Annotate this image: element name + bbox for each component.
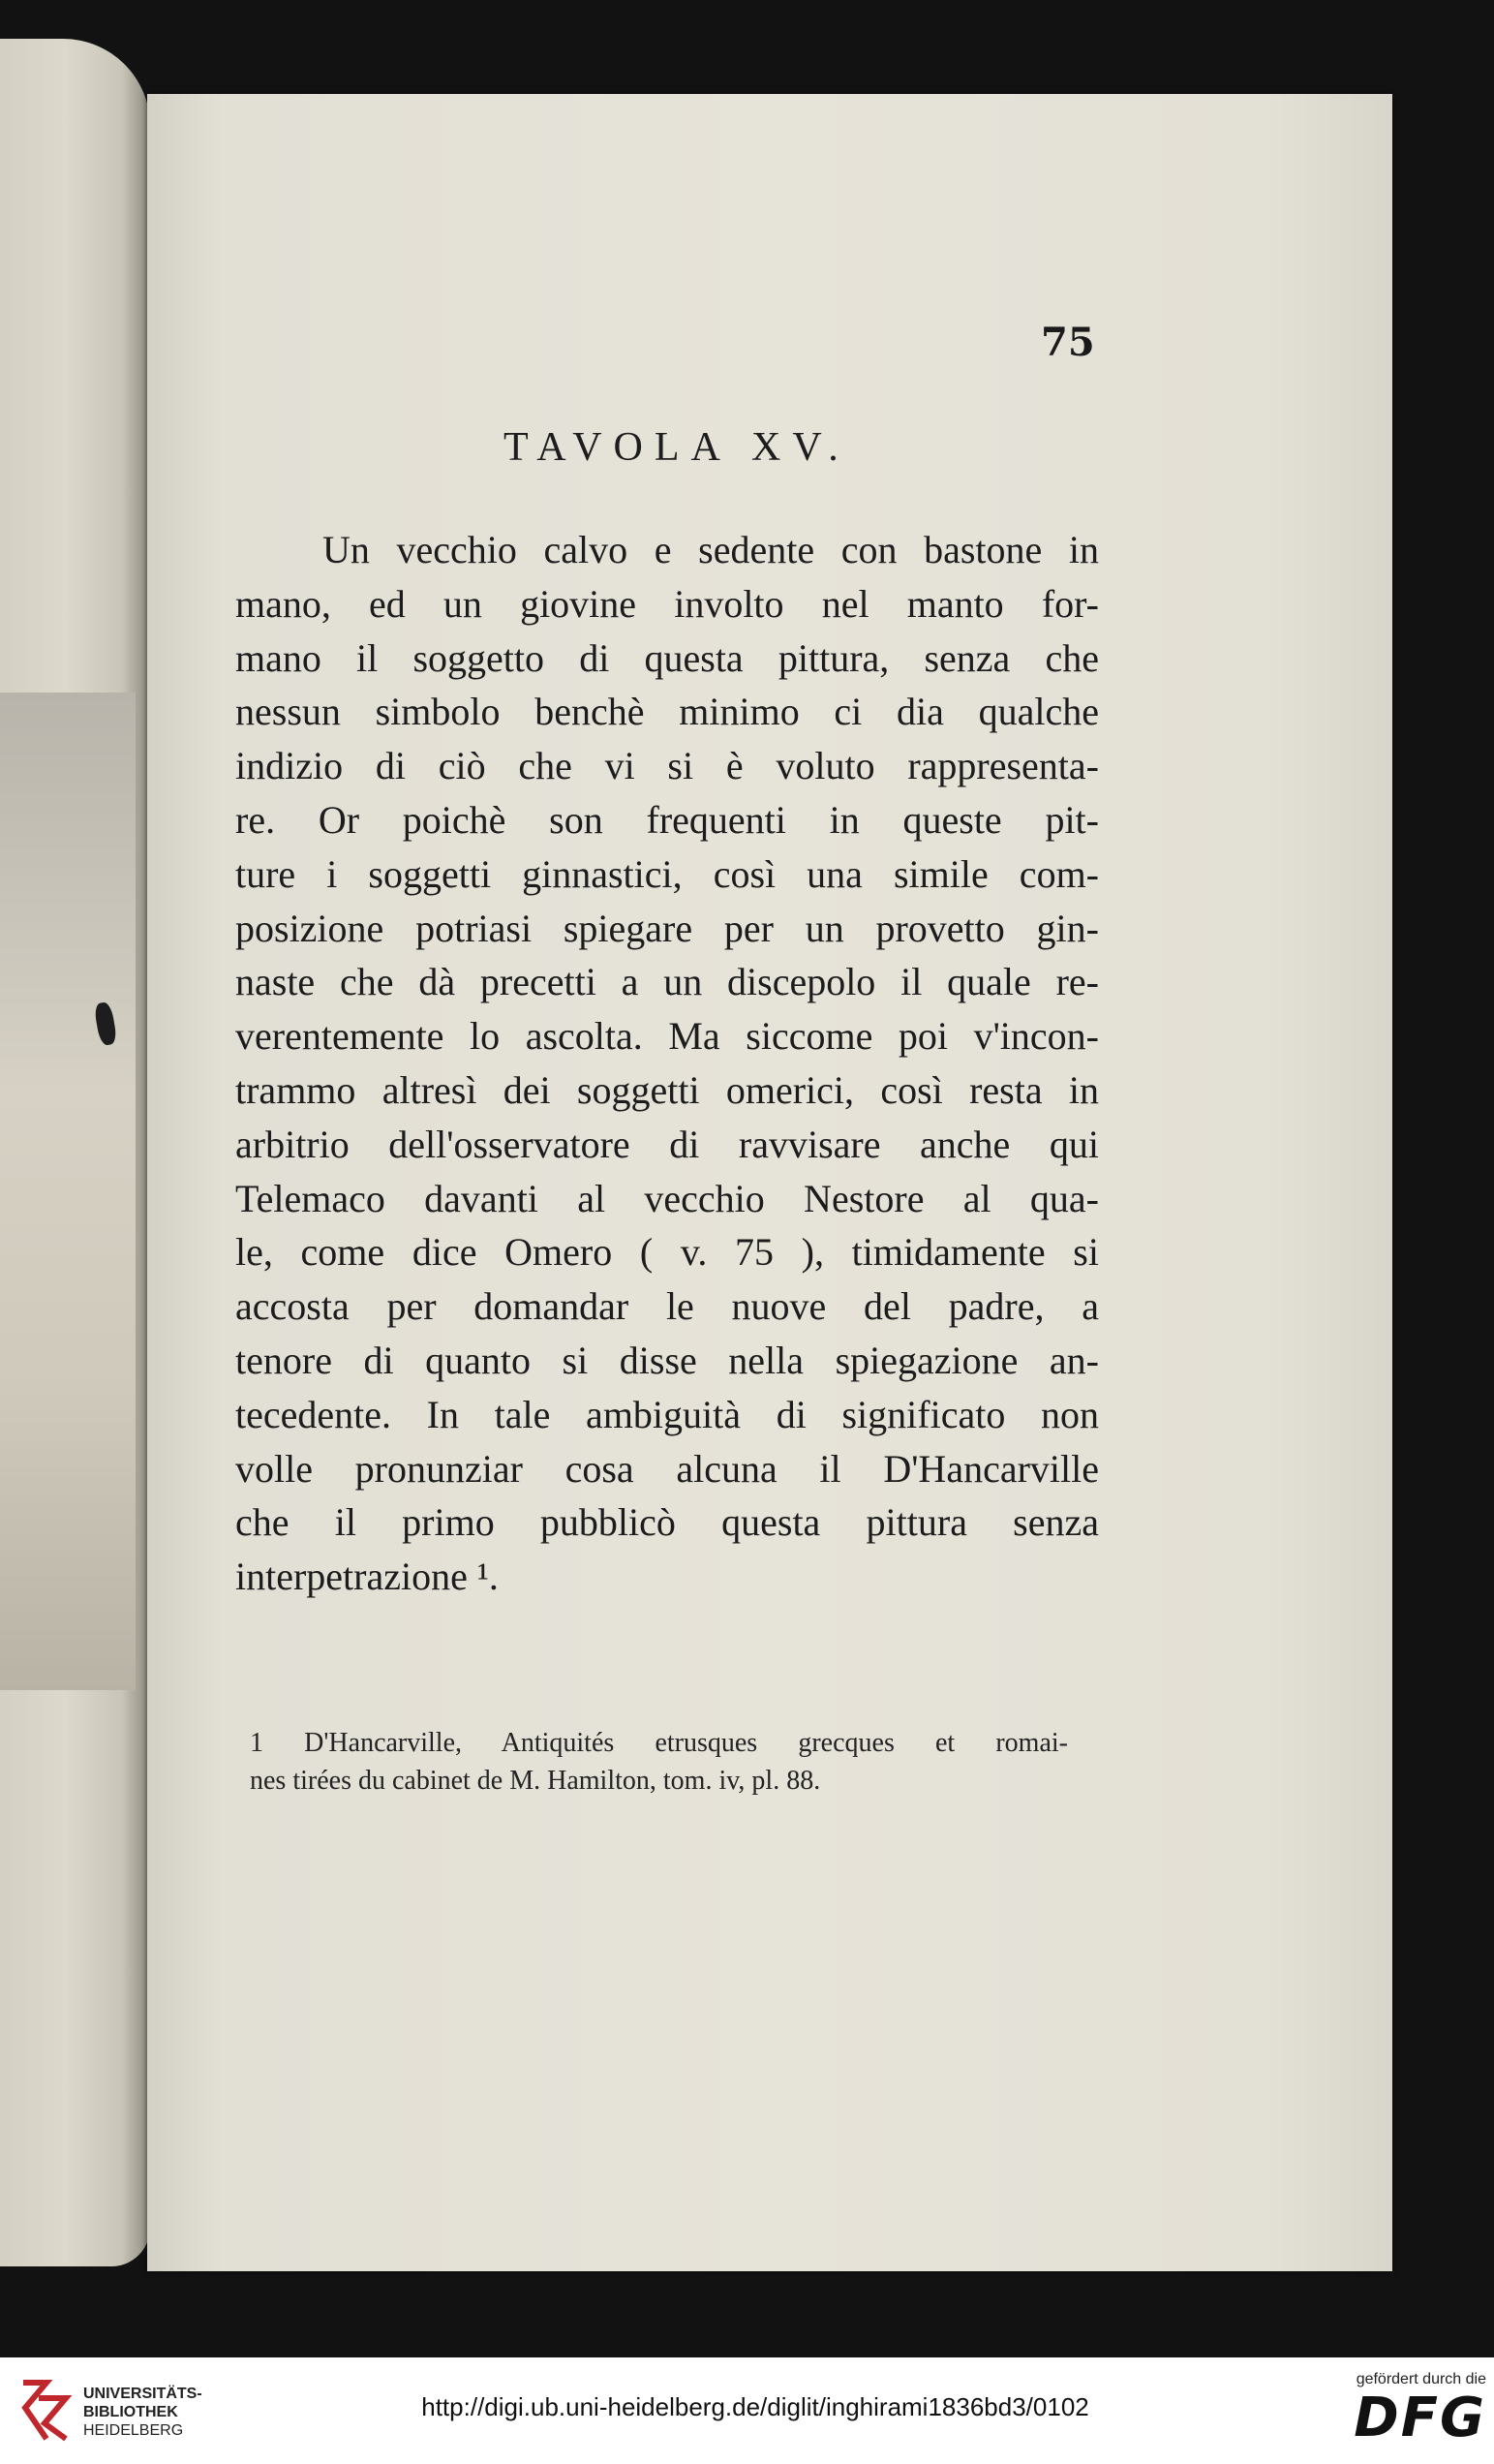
footnote-line: nes tirées du cabinet de M. Hamilton, tom. iv, pl. 88.	[250, 1766, 821, 1796]
text-line: re. Or poichè son frequenti in queste pit-	[235, 797, 1099, 842]
body-text	[235, 523, 1099, 1604]
facing-page-plate	[0, 693, 137, 1690]
text-line: volle pronunziar cosa alcuna il D'Hancarville	[235, 1446, 1099, 1491]
footer-banner	[0, 2357, 1494, 2464]
text-line: mano il soggetto di questa pittura, senza che	[235, 635, 1099, 680]
text-line: tecedente. In tale ambiguità di significato non	[235, 1392, 1099, 1436]
sponsor	[1317, 2371, 1486, 2449]
text-line: ture i soggetti ginnastici, così una simile com-	[235, 851, 1099, 896]
text-line: accosta per domandar le nuove del padre, a	[235, 1284, 1099, 1329]
text-line: indizio di ciò che vi si è voluto rappresenta-	[235, 744, 1099, 788]
library-name-line: HEIDELBERG	[83, 2422, 184, 2439]
sponsor-label: gefördert durch die	[1356, 2371, 1486, 2387]
text-line: posizione potriasi spiegare per un provetto gin-	[235, 906, 1099, 950]
text-line: tenore di quanto si disse nella spiegazione an-	[235, 1338, 1099, 1382]
page-number: 75	[1041, 320, 1095, 365]
permalink-url[interactable]: http://digi.ub.uni-heidelberg.de/diglit/inghirami1836bd3/0102	[421, 2392, 1089, 2421]
text-line: che il primo pubblicò questa pittura senza	[235, 1500, 1099, 1545]
text-line: mano, ed un giovine involto nel manto for-	[235, 581, 1099, 626]
text-line: trammo altresì dei soggetti omerici, così resta in	[235, 1067, 1099, 1112]
text-line: arbitrio dell'osservatore di ravvisare anche qui	[235, 1122, 1099, 1166]
text-line: interpetrazione ¹.	[235, 1555, 499, 1599]
page-title: TAVOLA XV.	[503, 425, 850, 470]
text-line: Telemaco davanti al vecchio Nestore al qua-	[235, 1176, 1099, 1220]
text-line: le, come dice Omero ( v. 75 ), timidamente si	[235, 1230, 1099, 1275]
text-line: Un vecchio calvo e sedente con bastone in	[322, 528, 1099, 571]
footnote-line: 1 D'Hancarville, Antiquités etrusques grecques et romai-	[250, 1728, 1068, 1758]
dfg-logo: DFG	[1354, 2387, 1486, 2449]
text-line: naste che dà precetti a un discepolo il quale re-	[235, 960, 1099, 1004]
university-library-name	[83, 2385, 202, 2440]
text-line: verentemente lo ascolta. Ma siccome poi v'incon-	[235, 1014, 1099, 1059]
text-line: nessun simbolo benchè minimo ci dia qualche	[235, 690, 1099, 734]
library-name-line: BIBLIOTHEK	[83, 2404, 178, 2420]
footnote	[250, 1724, 1068, 1800]
library-name-line: UNIVERSITÄTS-	[83, 2386, 202, 2402]
university-library-logo-icon	[17, 2379, 74, 2443]
